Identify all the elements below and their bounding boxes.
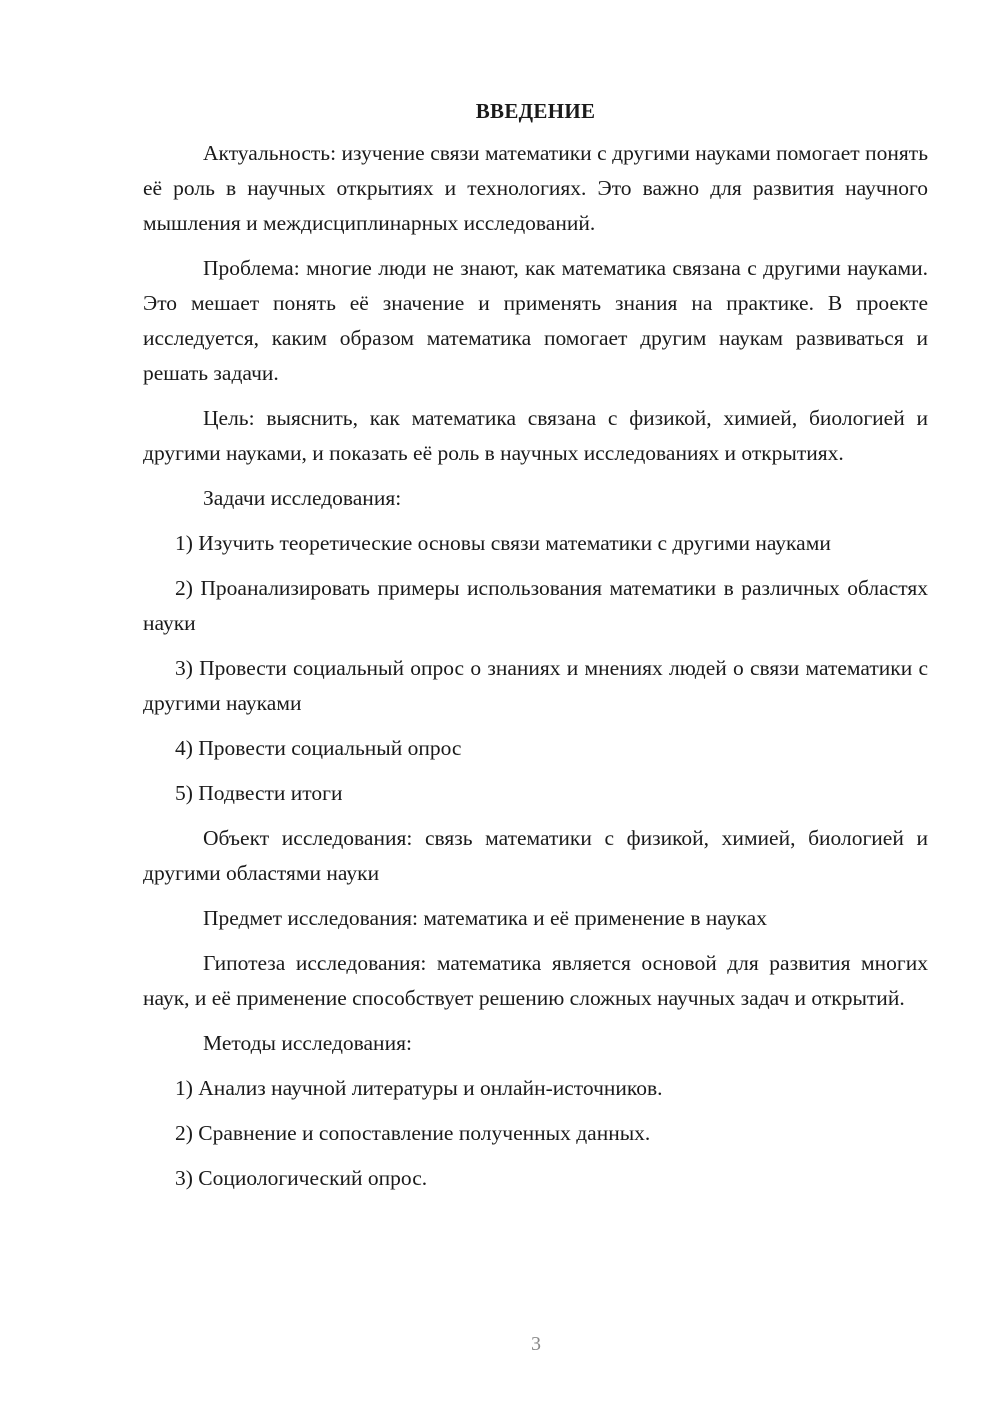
- task-item: 1) Изучить теоретические основы связи математики с другими науками: [175, 531, 831, 555]
- relevance-paragraph: Актуальность: изучение связи математики с другими науками помогает понять её роль в научных открытиях и технологиях. Это важно для развития научного мышления и междисциплинарных исследований.: [143, 141, 928, 235]
- tasks-heading: Задачи исследования:: [203, 486, 402, 510]
- methods-heading: Методы исследования:: [203, 1031, 412, 1055]
- task-item: 4) Провести социальный опрос: [175, 736, 462, 760]
- document-page: [143, 96, 928, 1206]
- method-item: 1) Анализ научной литературы и онлайн-источников.: [175, 1076, 663, 1100]
- subject-paragraph: Предмет исследования: математика и её применение в науках: [203, 906, 767, 930]
- hypothesis-paragraph: Гипотеза исследования: математика является основой для развития многих наук, и её применение способствует решению сложных научных задач и открытий.: [143, 951, 928, 1010]
- task-item: 5) Подвести итоги: [175, 781, 343, 805]
- task-item: 2) Проанализировать примеры использования математики в различных областях науки: [143, 576, 928, 635]
- goal-paragraph: Цель: выяснить, как математика связана с физикой, химией, биологией и другими науками, и показать её роль в научных исследованиях и открытиях.: [143, 406, 928, 465]
- method-item: 3) Социологический опрос.: [175, 1166, 428, 1190]
- object-paragraph: Объект исследования: связь математики с физикой, химией, биологией и другими областями науки: [143, 826, 928, 885]
- page-title: ВВЕДЕНИЕ: [475, 99, 596, 123]
- page-number: 3: [531, 1333, 541, 1355]
- problem-paragraph: Проблема: многие люди не знают, как математика связана с другими науками. Это мешает понять её значение и применять знания на практике. В проекте исследуется, каким образом математика помогает другим наукам развиваться и решать задачи.: [143, 256, 928, 385]
- method-item: 2) Сравнение и сопоставление полученных данных.: [175, 1121, 651, 1145]
- task-item: 3) Провести социальный опрос о знаниях и мнениях людей о связи математики с другими науками: [143, 656, 928, 715]
